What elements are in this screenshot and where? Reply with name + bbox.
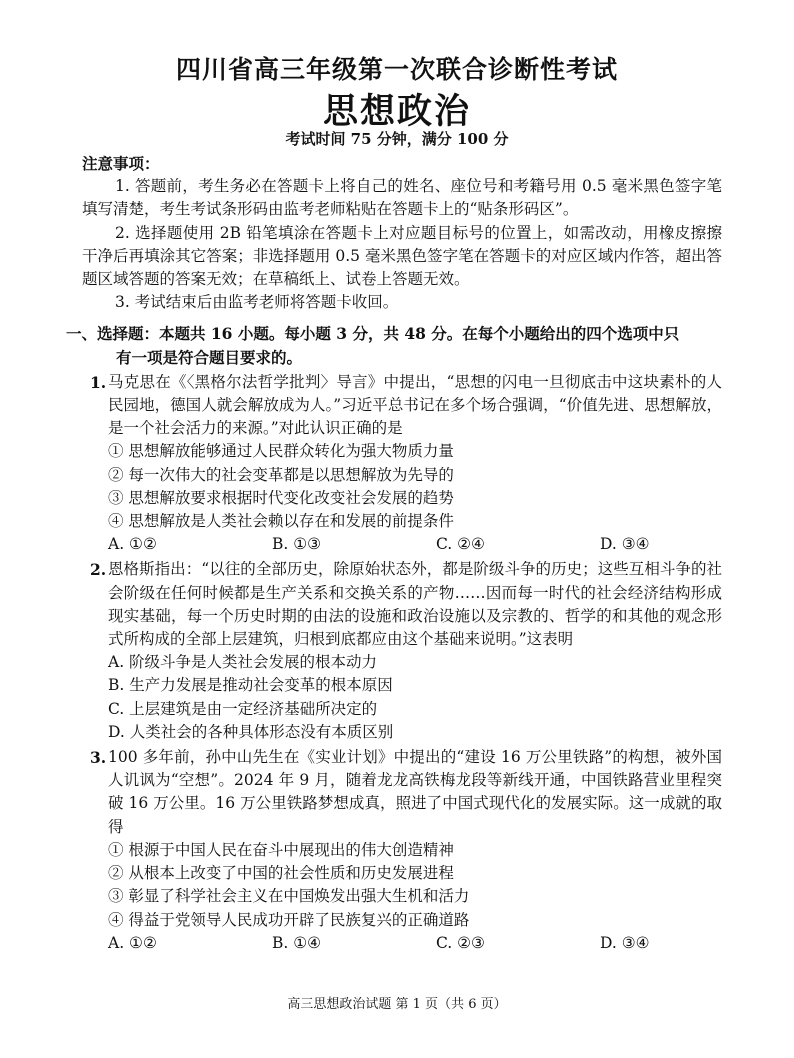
exam-body: [66, 152, 722, 955]
section-heading: [66, 322, 722, 368]
question-stem: 恩格斯指出：“以往的全部历史，除原始状态外，都是阶级斗争的历史；这些互相斗争的社会阶级在任何时候都是生产关系和交换关系的产物……因而每一时代的社会经济结构形成现实基础，每一个历史时期的由法的设施和政治设施以及宗教的、哲学的和其他的观念形式所构成的全部上层建筑，归根到底都应由这个基础来说明。”这表明: [108, 560, 722, 649]
statement: ④ 得益于党领导人民成功开辟了民族复兴的正确道路: [108, 910, 470, 929]
notice-item-2: 2. 选择题使用 2B 铅笔填涂在答题卡上对应题目标号的位置上，如需改动，用橡皮擦擦干净后再填涂其它答案；非选择题用 0.5 毫米黑色签字笔在答题卡的对应区域内作答，超出答题区域答题的答案无效；在草稿纸上、试卷上答题无效。: [82, 223, 722, 289]
choice-b: B. ①④: [272, 933, 322, 952]
statement: ② 从根本上改变了中国的社会性质和历史发展进程: [108, 864, 454, 883]
statement: ① 思想解放能够通过人民群众转化为强大物质力量: [108, 442, 454, 461]
question-stem: 马克思在《〈黑格尔法哲学批判〉导言》中提出，“思想的闪电一旦彻底击中这块素朴的人民园地，德国人就会解放成为人。”习近平总书记在多个场合强调，“价值先进、思想解放，是一个社会活力的来源。”对此认识正确的是: [108, 372, 722, 438]
choice-c: C. 上层建筑是由一定经济基础所决定的: [108, 699, 378, 718]
choice-d: D. ③④: [600, 933, 650, 952]
question-number: 1.: [90, 372, 107, 392]
statement: ① 根源于中国人民在奋斗中展现出的伟大创造精神: [108, 840, 454, 859]
choice-a: A. ①②: [108, 535, 157, 554]
choice-a: A. ①②: [108, 933, 157, 952]
section-heading-line2: 有一项是符合题目要求的。: [116, 347, 303, 367]
question-number: 2.: [90, 560, 107, 580]
statement: ③ 彰显了科学社会主义在中国焕发出强大生机和活力: [108, 887, 470, 906]
answer-choices: [82, 533, 722, 556]
choice-d: D. ③④: [600, 535, 650, 554]
statement: ④ 思想解放是人类社会赖以存在和发展的前提条件: [108, 512, 454, 531]
notice-item-3: 3. 考试结束后由监考老师将答题卡收回。: [115, 293, 399, 312]
answer-choices: [82, 932, 722, 955]
question-1: [82, 371, 722, 441]
choice-b: B. ①③: [272, 535, 322, 554]
choice-c: C. ②④: [436, 535, 485, 554]
exam-time-score: 考试时间 75 分钟，满分 100 分: [285, 130, 509, 148]
question-stem: 100 多年前，孙中山先生在《实业计划》中提出的“建设 16 万公里铁路”的构想，被外国人讥讽为“空想”。2024 年 9 月，随着龙龙高铁梅龙段等新线开通，中国铁路营业里程突破 16 万公里。16 万公里铁路梦想成真，照进了中国式现代化的发展实际。这一成就的取得: [108, 748, 722, 836]
subject-title: 思想政治: [322, 91, 471, 132]
exam-title: 四川省高三年级第一次联合诊断性考试: [175, 55, 618, 84]
choice-a: A. 阶级斗争是人类社会发展的根本动力: [108, 653, 378, 672]
notice-item-1: 1. 答题前，考生务必在答题卡上将自己的姓名、座位号和考籍号用 0.5 毫米黑色签字笔填写清楚，考生考试条形码由监考老师粘贴在答题卡上的“贴条形码区”。: [82, 177, 722, 219]
question-number: 3.: [90, 748, 107, 768]
section-heading-line1: 一、选择题：本题共 16 小题。每小题 3 分，共 48 分。在每个小题给出的四个选项中只: [66, 324, 680, 344]
choice-b: B. 生产力发展是推动社会变革的根本原因: [108, 676, 393, 695]
choice-d: D. 人类社会的各种具体形态没有本质区别: [108, 722, 394, 741]
statement: ③ 思想解放要求根据时代变化改变社会发展的趋势: [108, 488, 454, 507]
question-2: [82, 558, 722, 651]
notice-heading: 注意事项：: [82, 154, 160, 173]
choice-c: C. ②③: [436, 933, 485, 952]
question-3: [82, 746, 722, 839]
page-footer: 高三思想政治试题 第 1 页（共 6 页）: [287, 997, 507, 1012]
statement: ② 每一次伟大的社会变革都是以思想解放为先导的: [108, 465, 454, 484]
